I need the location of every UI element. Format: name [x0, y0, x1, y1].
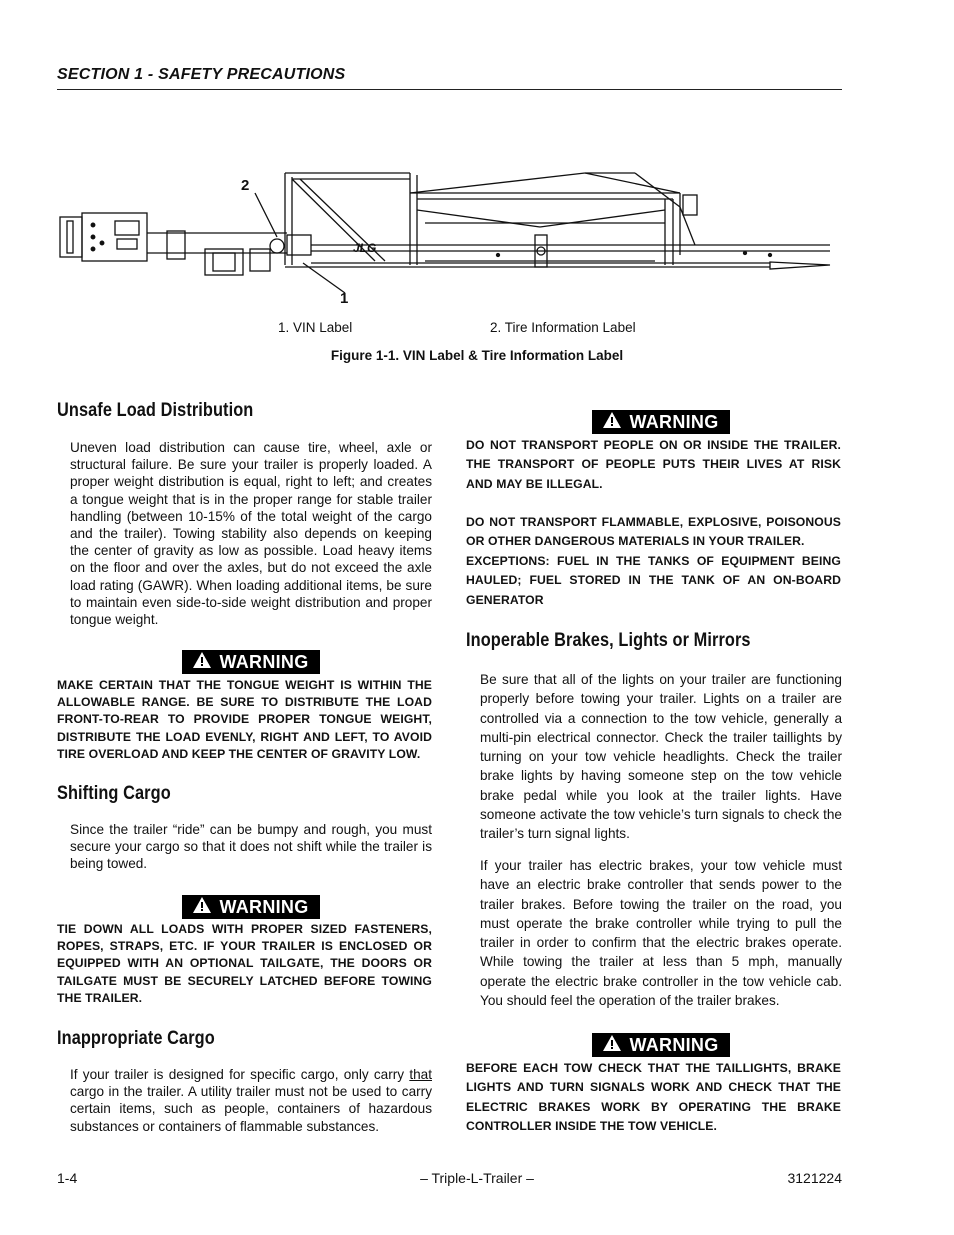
warning-badge	[182, 650, 320, 674]
warning-label: WARNING	[629, 1034, 719, 1055]
caption-vin-label: 1. VIN Label	[278, 320, 353, 335]
warning-triangle-icon	[603, 1035, 621, 1056]
unsafe-load-body: Uneven load distribution can cause tire, wheel, axle or structural failure. Be sure your trailer is properly loaded. A proper weight distribution is equal, right to left; and creates a tongue weight that is in the proper range for stable trailer handling (between 10-15% of the total weight of the cargo and the trailer). Towing stability also depends on keeping the center of gravity as low as possible. Load heavy items on the floor and over the axles, but do not exceed the axle load rating (GAWR). When loading additional items, be sure to maintain even side-to-side weight distribution and proper tongue weight.	[70, 440, 432, 628]
section-header: SECTION 1 - SAFETY PRECAUTIONS	[57, 66, 346, 83]
heading-shifting-cargo: Shifting Cargo	[57, 783, 171, 804]
figure-title: Figure 1-1. VIN Label & Tire Information Label	[330, 348, 624, 363]
footer-title: – Triple-L-Trailer –	[420, 1170, 534, 1186]
warning-text-tie-down: TIE DOWN ALL LOADS WITH PROPER SIZED FASTENERS, ROPES, STRAPS, ETC. IF YOUR TRAILER IS ENCLOSED OR EQUIPPED WITH AN OPTIONAL TAILGATE, THE DOORS OR TAILGATE MUST BE SECURELY LATCHED BEFORE TOWING THE TRAILER.	[57, 922, 432, 1005]
trailer-figure	[55, 165, 845, 310]
underlined-that: that	[409, 1067, 432, 1082]
brakes-body-electric: If your trailer has electric brakes, your tow vehicle must have an electric brake controller that sends power to the trailer brakes. Before towing the trailer on the road, you must operate the brake controller while trying to pull the trailer in order to confirm that the electric brakes operate. While towing the trailer at less than 5 mph, manually operate the electric brake controller in the tow vehicle cab. You should feel the operation of the trailer brakes.	[480, 858, 842, 1009]
warning-label: WARNING	[629, 411, 719, 432]
warning-label: WARNING	[219, 896, 309, 917]
footer-doc-number: 3121224	[787, 1170, 842, 1186]
jlg-logo: JLG	[353, 241, 377, 255]
callout-2: 2	[241, 177, 250, 194]
header-rule	[57, 89, 842, 90]
heading-inoperable-brakes: Inoperable Brakes, Lights or Mirrors	[466, 630, 751, 651]
warning-text-people: DO NOT TRANSPORT PEOPLE ON OR INSIDE THE TRAILER. THE TRANSPORT OF PEOPLE PUTS THEIR LIVES AT RISK AND MAY BE ILLEGAL.	[466, 438, 841, 491]
brakes-body-lights: Be sure that all of the lights on your trailer are functioning properly before towing your trailer. Lights on a trailer are controlled via a connection to the tow vehicle, generally a multi-pin electrical connector. Check the trailer taillights by turning on your tow vehicle headlights. Check the trailer brake lights by having someone step on the tow vehicle brake pedal while you look at the trailer lights. Have someone activate the tow vehicle’s turn signals to check the trailer’s turn signal lights.	[480, 672, 842, 842]
warning-text-exceptions: EXCEPTIONS: FUEL IN THE TANKS OF EQUIPMENT BEING HAULED; FUEL STORED IN THE TANK OF AN ON-BOARD GENERATOR	[466, 554, 841, 607]
warning-badge	[592, 1033, 730, 1057]
heading-unsafe-load: Unsafe Load Distribution	[57, 400, 254, 421]
inappropriate-cargo-body: If your trailer is designed for specific cargo, only carry that cargo in the trailer. A utility trailer must not be used to carry certain items, such as people, containers of hazardous substances or containers of flammable substances.	[70, 1067, 432, 1134]
warning-triangle-icon	[193, 897, 211, 918]
warning-text-before-tow: BEFORE EACH TOW CHECK THAT THE TAILLIGHTS, BRAKE LIGHTS AND TURN SIGNALS WORK AND CHECK THAT THE ELECTRIC BRAKES WORK BY OPERATING THE BRAKE CONTROLLER INSIDE THE TOW VEHICLE.	[466, 1061, 841, 1133]
warning-label: WARNING	[219, 651, 309, 672]
shifting-cargo-body: Since the trailer “ride” can be bumpy and rough, you must secure your cargo so that it does not shift while the trailer is being towed.	[70, 822, 432, 872]
trailer-drawing	[55, 165, 845, 310]
warning-text-dangerous: DO NOT TRANSPORT FLAMMABLE, EXPLOSIVE, POISONOUS OR OTHER DANGEROUS MATERIALS IN YOUR TRAILER.	[466, 515, 841, 549]
warning-triangle-icon	[603, 412, 621, 433]
warning-badge	[592, 410, 730, 434]
footer-page-number: 1-4	[57, 1170, 78, 1186]
warning-text-tongue: MAKE CERTAIN THAT THE TONGUE WEIGHT IS WITHIN THE ALLOWABLE RANGE. BE SURE TO DISTRIBUTE THE LOAD FRONT-TO-REAR TO PROVIDE PROPER TONGUE WEIGHT, DISTRIBUTE THE LOAD EVENLY, RIGHT AND LEFT, TO AVOID TIRE OVERLOAD AND KEEP THE CENTER OF GRAVITY LOW.	[57, 678, 432, 761]
warning-badge	[182, 895, 320, 919]
warning-triangle-icon	[193, 652, 211, 673]
heading-inappropriate-cargo: Inappropriate Cargo	[57, 1028, 215, 1049]
caption-tire-label: 2. Tire Information Label	[490, 320, 636, 335]
callout-1: 1	[340, 290, 349, 307]
